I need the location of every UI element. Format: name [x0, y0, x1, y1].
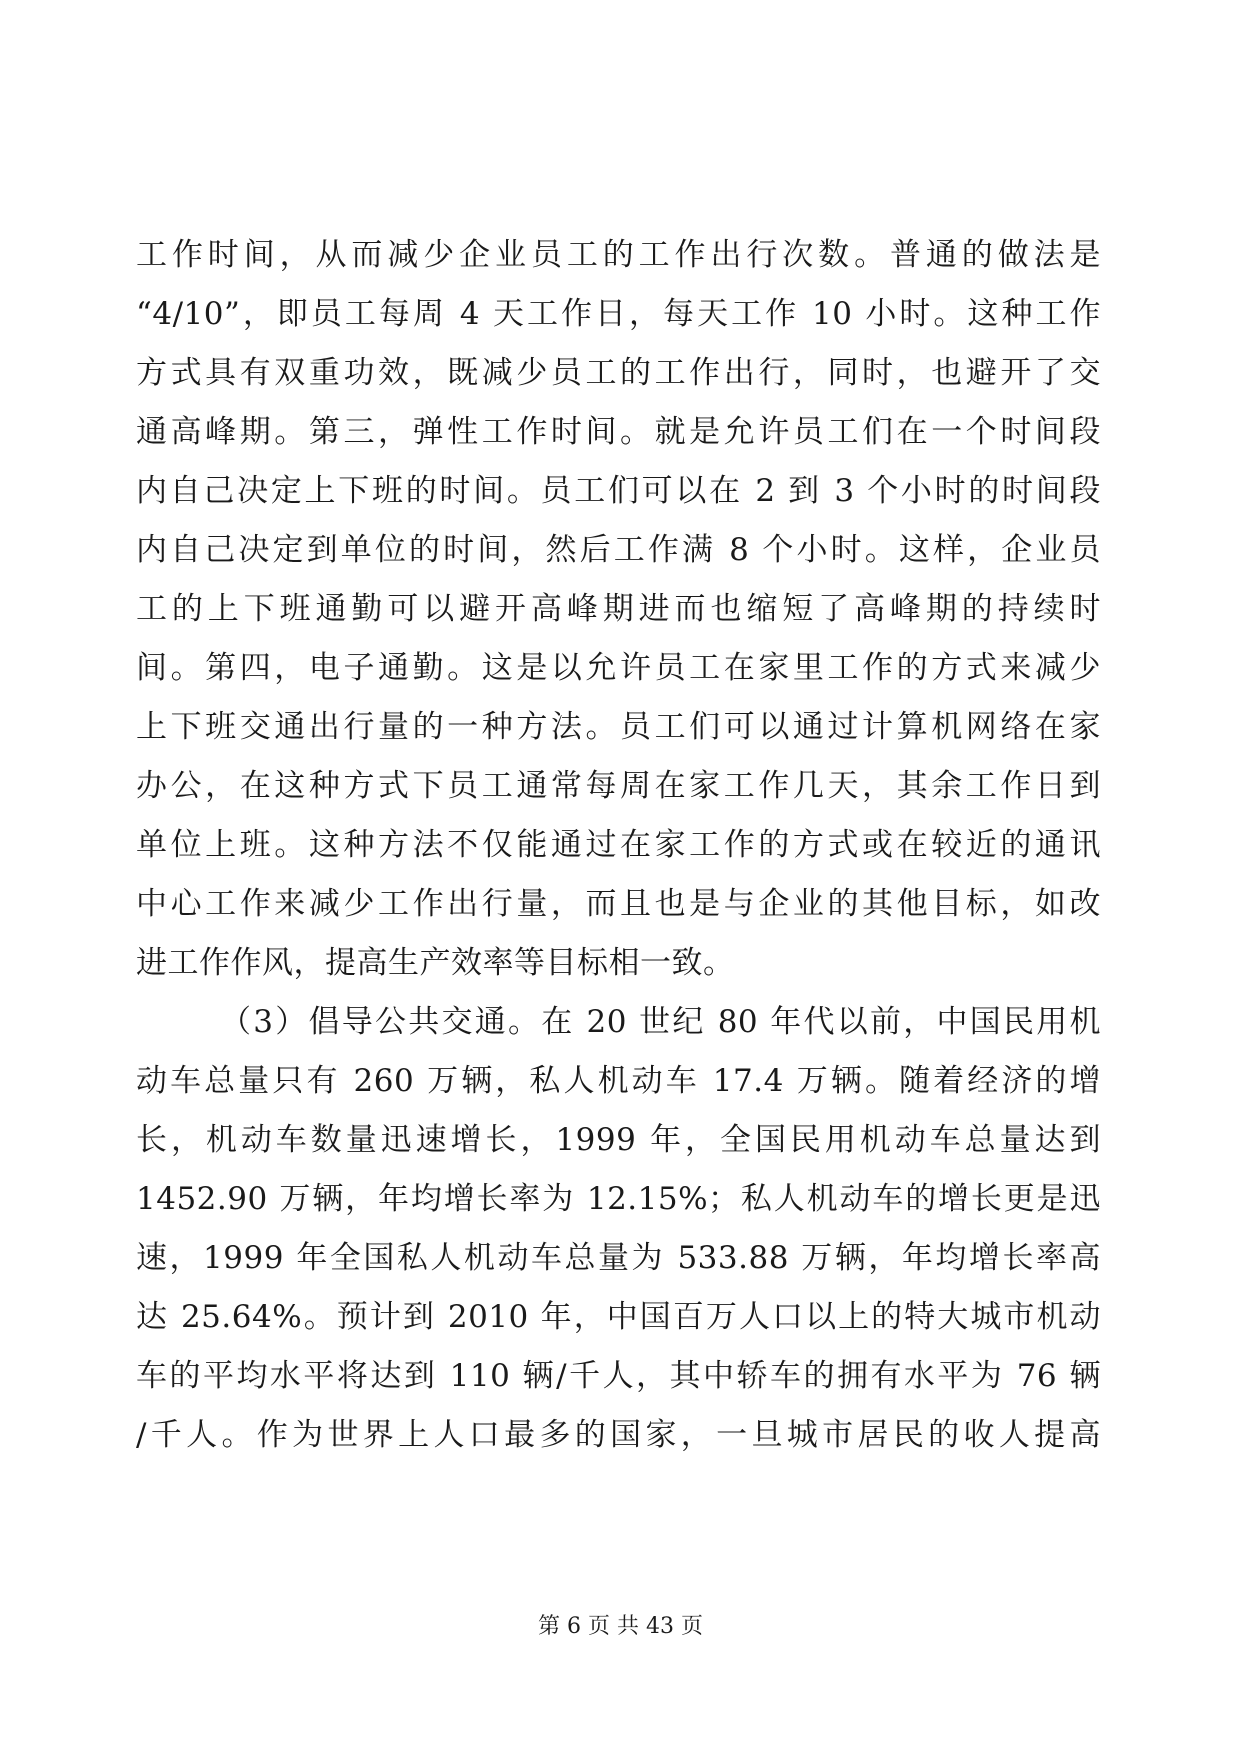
text-line: 中心工作来减少工作出行量，而且也是与企业的其他目标，如改	[136, 886, 1101, 922]
text-line: 车的平均水平将达到 110 辆/千人，其中轿车的拥有水平为 76 辆	[136, 1358, 1101, 1394]
text-line: 1452.90 万辆，年均增长率为 12.15%；私人机动车的增长更是迅	[136, 1181, 1101, 1217]
text-line: 上下班交通出行量的一种方法。员工们可以通过计算机网络在家	[136, 709, 1101, 745]
text-line: 工作时间，从而减少企业员工的工作出行次数。普通的做法是	[136, 237, 1101, 273]
text-line: 长，机动车数量迅速增长，1999 年，全国民用机动车总量达到	[136, 1122, 1101, 1158]
text-line: 单位上班。这种方法不仅能通过在家工作的方式或在较近的通讯	[136, 827, 1101, 863]
text-line: 动车总量只有 260 万辆，私人机动车 17.4 万辆。随着经济的增	[136, 1063, 1101, 1099]
text-line: 方式具有双重功效，既减少员工的工作出行，同时，也避开了交	[136, 355, 1101, 391]
text-line: 办公，在这种方式下员工通常每周在家工作几天，其余工作日到	[136, 768, 1101, 804]
text-line: “4/10”，即员工每周 4 天工作日，每天工作 10 小时。这种工作	[136, 296, 1101, 332]
page-footer: 第 6 页 共 43 页	[538, 1614, 703, 1639]
text-line: 进工作作风，提高生产效率等目标相一致。	[136, 945, 735, 981]
text-line: 内自己决定到单位的时间，然后工作满 8 个小时。这样，企业员	[136, 532, 1101, 568]
text-line: 通高峰期。第三，弹性工作时间。就是允许员工们在一个时间段	[136, 414, 1101, 450]
text-line: （3）倡导公共交通。在 20 世纪 80 年代以前，中国民用机	[220, 1004, 1101, 1040]
text-line: 工的上下班通勤可以避开高峰期进而也缩短了高峰期的持续时	[136, 591, 1101, 627]
text-line: 内自己决定上下班的时间。员工们可以在 2 到 3 个小时的时间段	[136, 473, 1101, 509]
text-line: 速，1999 年全国私人机动车总量为 533.88 万辆，年均增长率高	[136, 1240, 1101, 1276]
text-line: 间。第四，电子通勤。这是以允许员工在家里工作的方式来减少	[136, 650, 1101, 686]
text-line: 达 25.64%。预计到 2010 年，中国百万人口以上的特大城市机动	[136, 1299, 1101, 1335]
body-text	[136, 226, 1101, 1465]
text-line: /千人。作为世界上人口最多的国家，一旦城市居民的收人提高	[136, 1417, 1101, 1453]
